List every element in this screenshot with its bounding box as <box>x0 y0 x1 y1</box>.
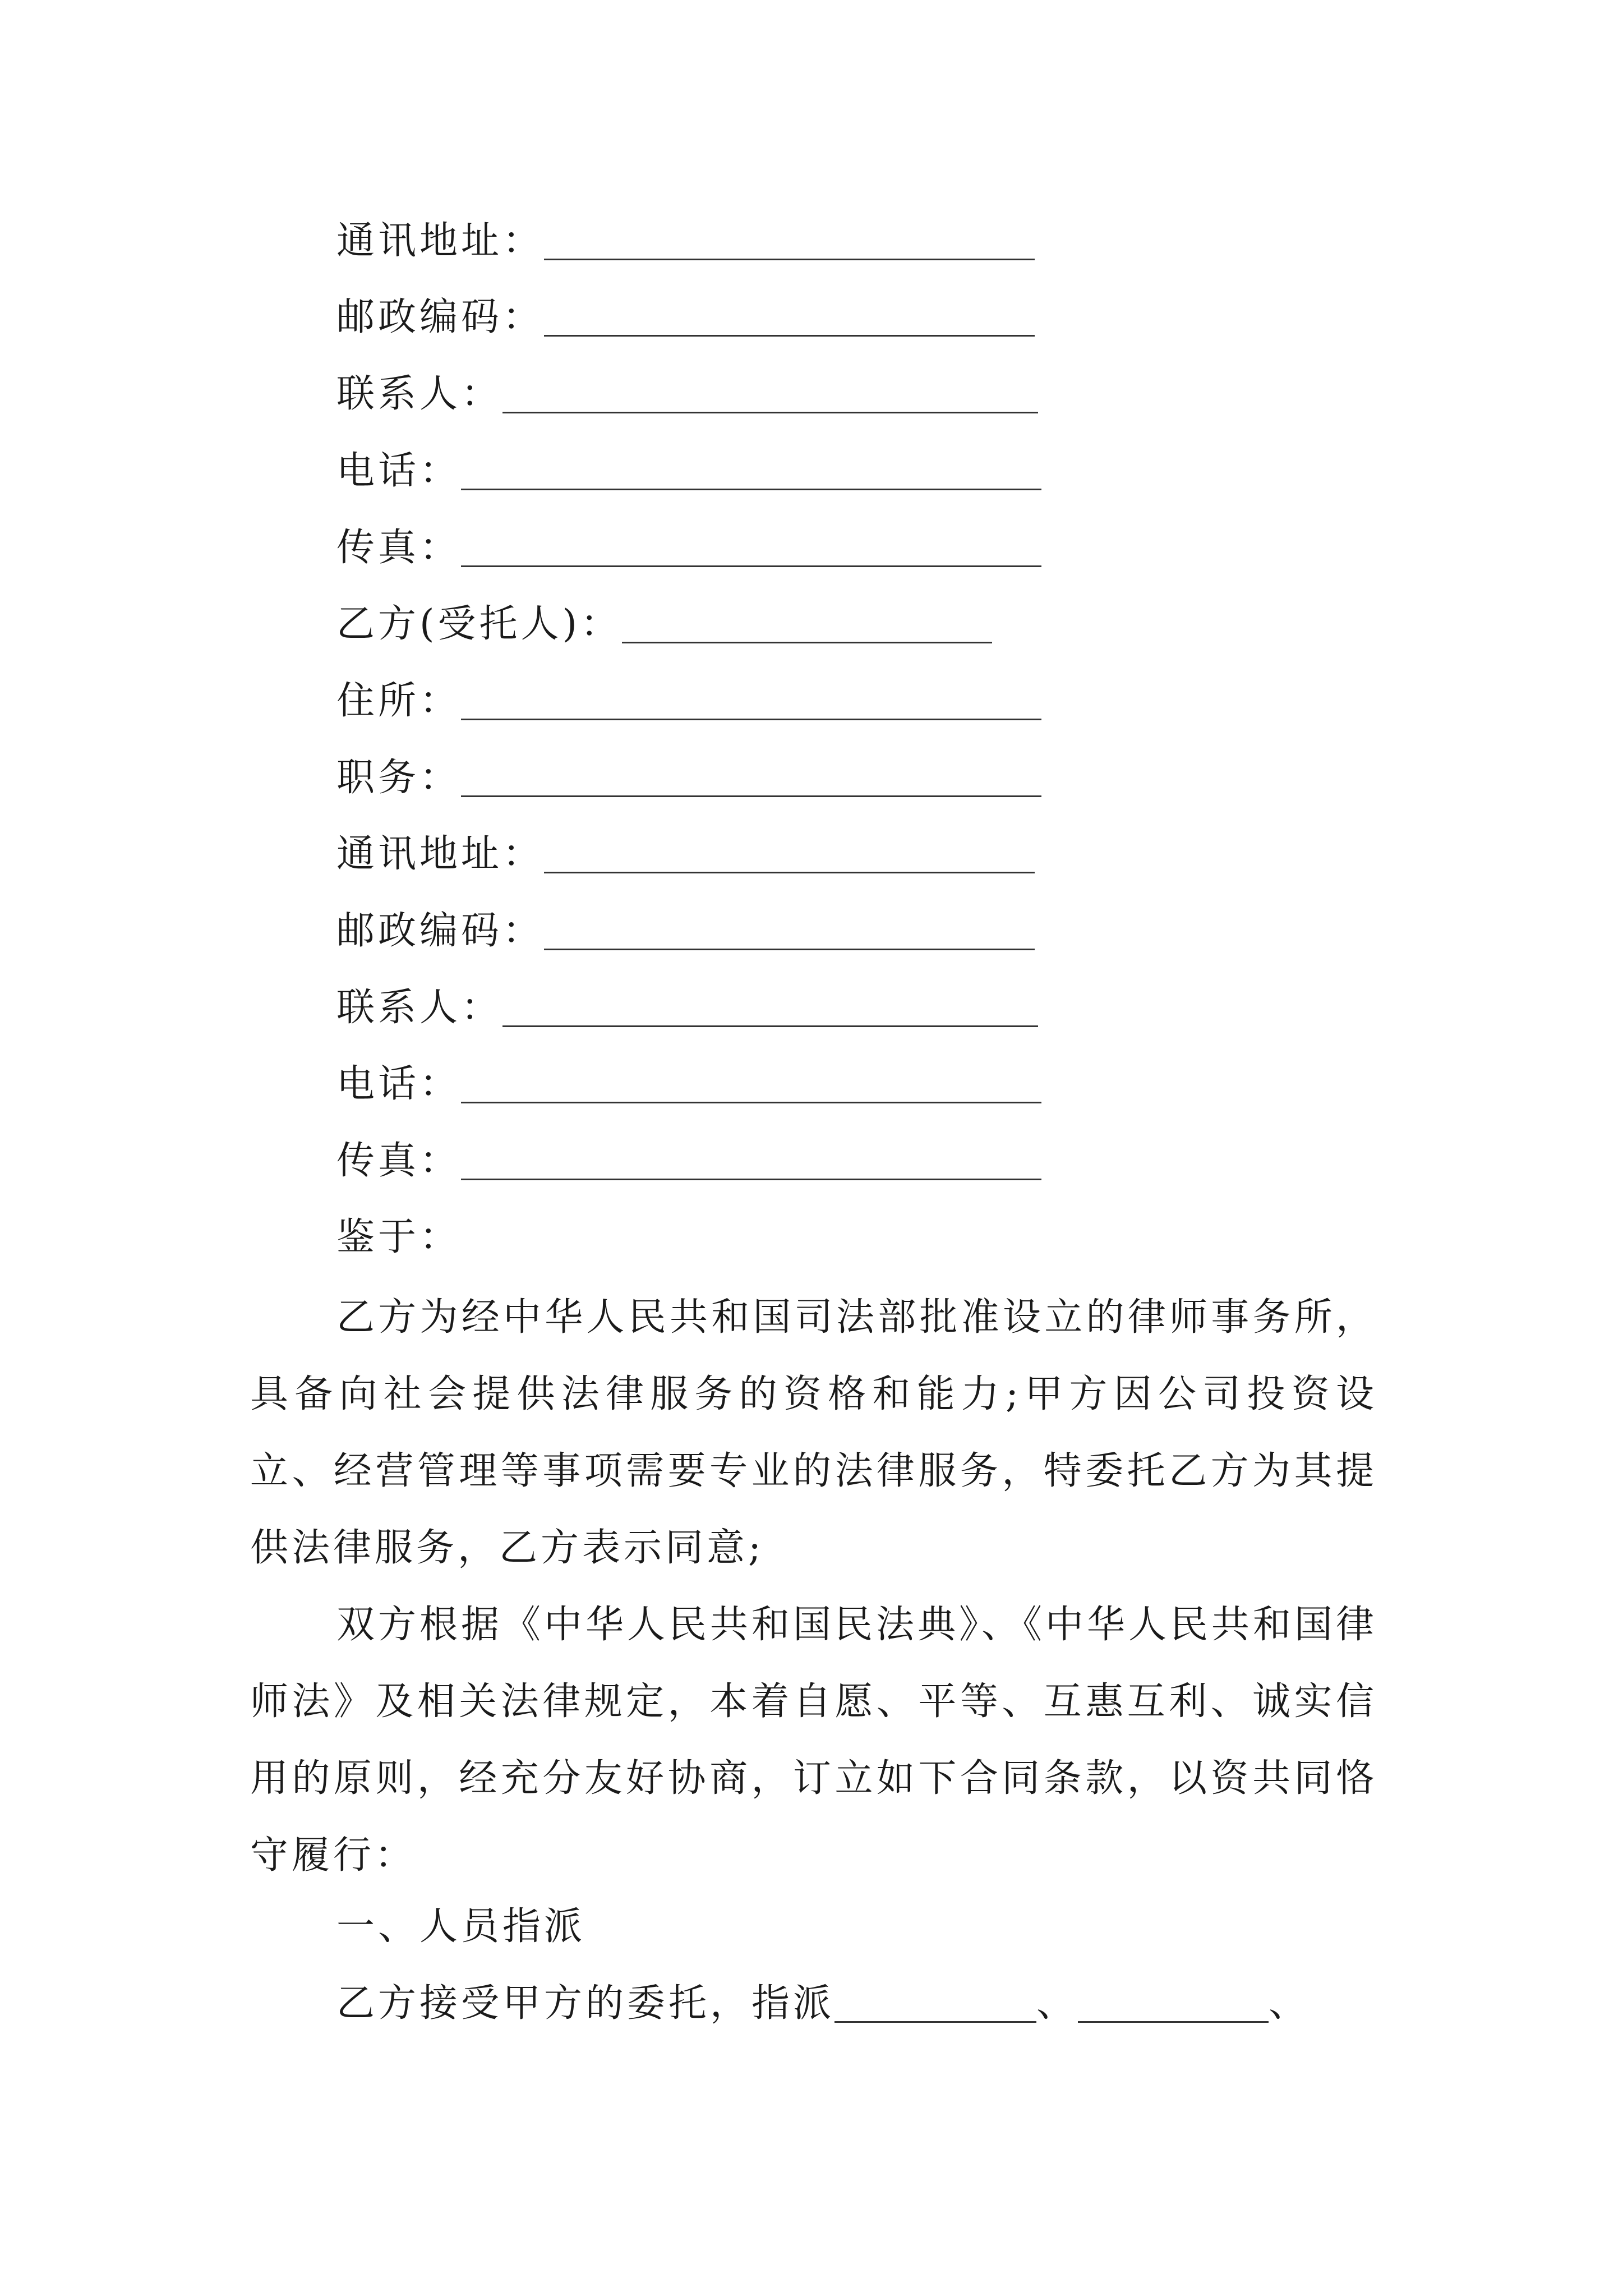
party-b-postcode-row <box>336 898 1035 965</box>
party-b-residence-label: 住所： <box>336 679 462 723</box>
party-a-contact-label: 联系人： <box>336 372 503 416</box>
party-a-address-blank[interactable] <box>544 236 1035 260</box>
paragraph-recital-1: 乙方为经中华人民共和国司法部批准设立的律师事务所，具备向社会提供法律服务的资格和能力;甲方因公司投资设立、经营管理等事项需要专业的法律服务，特委托乙方为其提供法律服务，乙方表示同意; <box>250 1295 1377 1570</box>
party-b-phone-blank[interactable] <box>461 1079 1041 1103</box>
party-b-postcode-label: 邮政编码： <box>336 909 545 953</box>
section-1-heading: 一、人员指派 <box>336 1904 586 1949</box>
party-a-fax-label: 传真： <box>336 526 462 570</box>
party-b-address-label: 通讯地址： <box>336 832 545 876</box>
party-b-position-row <box>336 744 1041 812</box>
party-b-address-blank[interactable] <box>544 849 1035 873</box>
party-b-title-row <box>336 591 992 658</box>
party-a-contact-blank[interactable] <box>502 389 1038 413</box>
assignment-text: 乙方接受甲方的委托，指派 <box>336 1981 835 2026</box>
party-a-postcode-row <box>336 284 1035 351</box>
assignment-separator-2: 、 <box>1269 1981 1311 2026</box>
party-b-contact-blank[interactable] <box>502 1003 1038 1027</box>
assigned-lawyer-1-blank[interactable] <box>834 1999 1036 2023</box>
whereas-label: 鉴于： <box>336 1215 462 1259</box>
party-a-phone-blank[interactable] <box>461 466 1041 490</box>
paragraph-recital-2: 双方根据《中华人民共和国民法典》、《中华人民共和国律师法》及相关法律规定，本着自愿、平等、互惠互利、诚实信用的原则，经充分友好协商，订立如下合同条款，以资共同恪守履行： <box>250 1603 1378 1878</box>
party-b-name-blank[interactable] <box>622 619 992 643</box>
party-a-postcode-label: 邮政编码： <box>336 295 545 339</box>
assignment-separator-1: 、 <box>1036 1981 1078 2026</box>
assigned-lawyer-2-blank[interactable] <box>1078 1999 1269 2023</box>
party-a-fax-blank[interactable] <box>461 543 1041 567</box>
party-b-position-blank[interactable] <box>461 773 1041 797</box>
party-b-fax-blank[interactable] <box>461 1156 1041 1180</box>
party-b-residence-row <box>336 668 1041 735</box>
party-b-fax-row <box>336 1128 1041 1195</box>
party-b-phone-row <box>336 1051 1041 1118</box>
party-b-phone-label: 电话： <box>336 1062 462 1106</box>
party-a-address-row <box>336 208 1035 275</box>
party-b-residence-blank[interactable] <box>461 696 1041 720</box>
party-b-fax-label: 传真： <box>336 1139 462 1183</box>
party-a-fax-row <box>336 514 1041 582</box>
party-b-address-row <box>336 821 1035 888</box>
party-a-phone-row <box>336 438 1041 505</box>
party-b-title-label: 乙方(受托人)： <box>336 602 623 646</box>
party-a-phone-label: 电话： <box>336 449 462 493</box>
party-a-contact-row <box>336 361 1038 428</box>
assignment-row <box>336 1970 1310 2037</box>
party-a-address-label: 通讯地址： <box>336 219 545 263</box>
party-b-position-label: 职务： <box>336 756 462 800</box>
party-b-contact-label: 联系人： <box>336 986 503 1030</box>
party-b-postcode-blank[interactable] <box>544 926 1035 950</box>
party-a-postcode-blank[interactable] <box>544 312 1035 337</box>
party-b-contact-row <box>336 974 1038 1042</box>
